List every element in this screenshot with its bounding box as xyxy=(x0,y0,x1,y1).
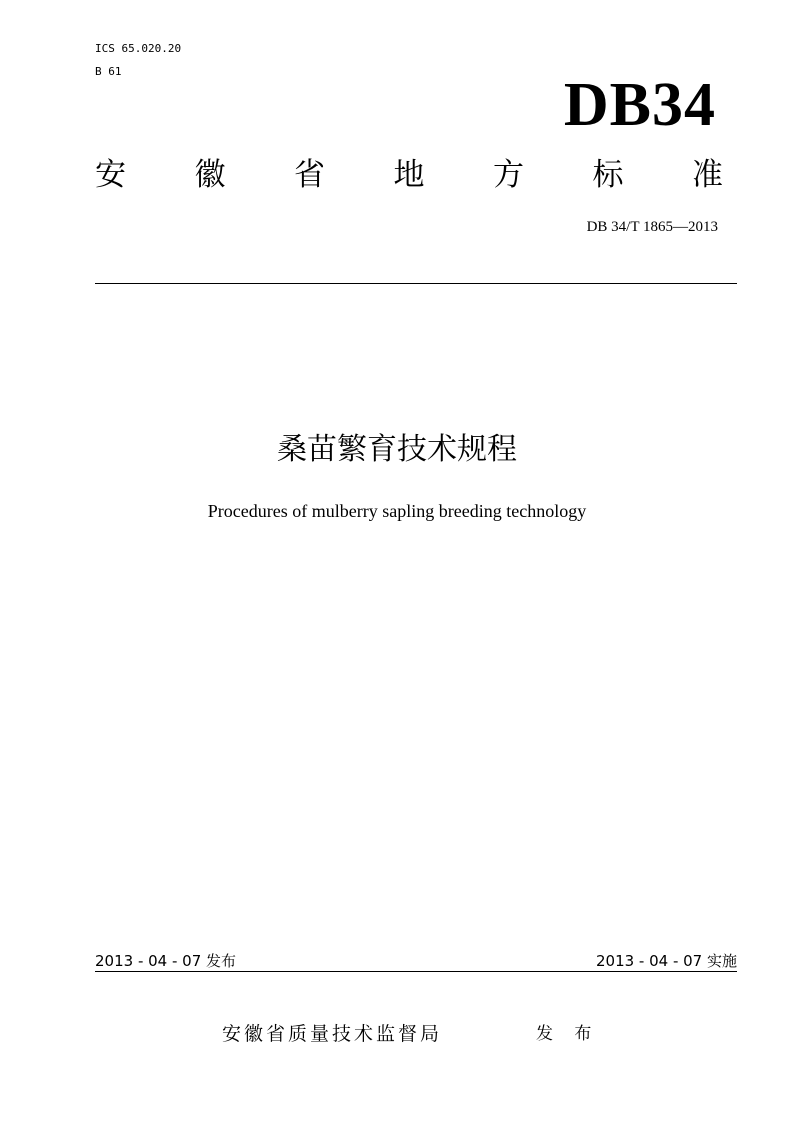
header-divider xyxy=(95,283,737,284)
footer-divider xyxy=(95,971,737,972)
heading-char: 方 xyxy=(493,157,524,193)
issue-label: 发 布 xyxy=(536,1024,600,1044)
publish-date: 2013 - 04 - 07 发布 xyxy=(95,952,237,970)
document-title-chinese: 桑苗繁育技术规程 xyxy=(277,432,517,467)
heading-char: 地 xyxy=(393,157,425,193)
province-standard-heading xyxy=(95,155,723,195)
ics-code: ICS 65.020.20 xyxy=(95,42,182,55)
standard-mark: DB34 xyxy=(563,71,716,139)
issuing-authority: 安徽省质量技术监督局 xyxy=(222,1023,443,1045)
heading-char: 省 xyxy=(294,157,325,193)
ccs-code: B 61 xyxy=(95,65,122,78)
effective-date: 2013 - 04 - 07 实施 xyxy=(595,952,737,970)
document-title-english: Procedures of mulberry sapling breeding technology xyxy=(207,501,587,521)
standard-number: DB 34/T 1865—2013 xyxy=(586,219,718,235)
heading-char: 标 xyxy=(592,157,624,193)
heading-char: 安 xyxy=(95,157,126,193)
heading-char: 准 xyxy=(692,157,723,193)
heading-char: 徽 xyxy=(194,157,226,193)
